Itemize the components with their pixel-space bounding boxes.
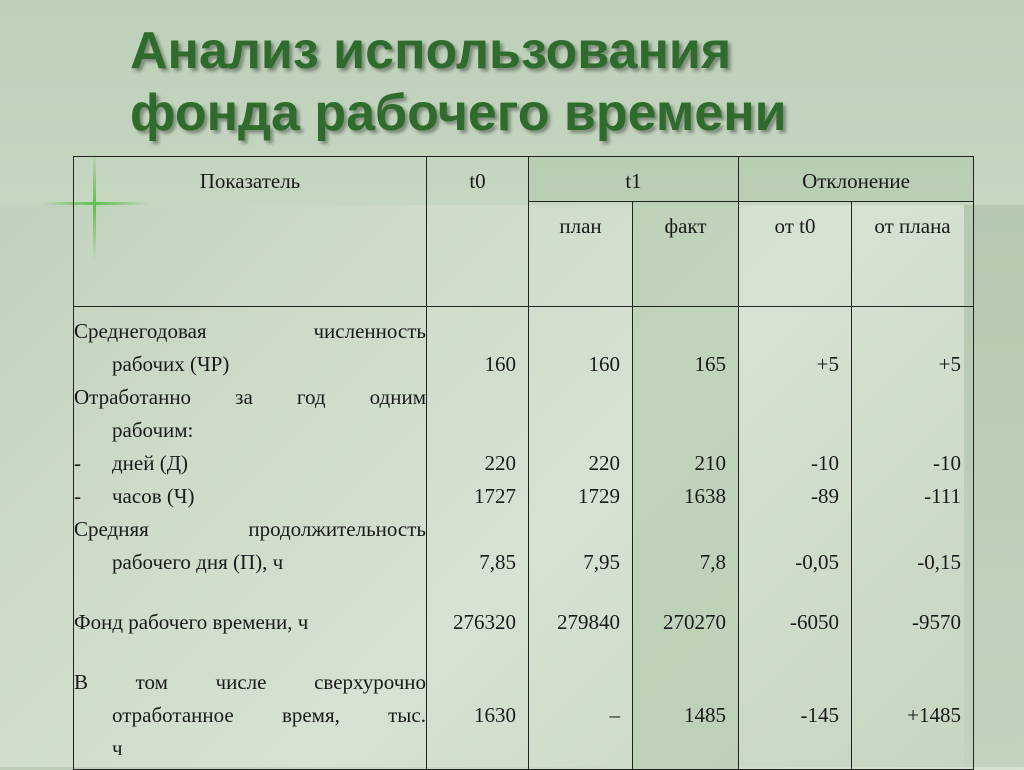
cell-avg-day-fact: 7,8 — [699, 550, 726, 574]
cell-avg-day-plan: 7,95 — [583, 550, 620, 574]
cell-overtime-plan: – — [609, 703, 620, 727]
label-worked-2: рабочим: — [112, 418, 194, 442]
cell-hours-plan: 1729 — [578, 484, 620, 508]
cell-avg-workers-dev-t0: +5 — [816, 352, 839, 376]
column-dev-plan — [852, 307, 974, 770]
spacer — [739, 513, 839, 546]
spacer — [427, 639, 516, 666]
spacer — [852, 513, 961, 546]
column-plan — [529, 307, 633, 770]
cell-avg-day-dev-t0: -0,05 — [795, 550, 839, 574]
work-time-table — [73, 156, 974, 770]
spacer — [427, 666, 516, 699]
label-avg-workers-2: рабочих (ЧР) — [112, 352, 230, 376]
spacer — [633, 315, 726, 348]
spacer — [74, 639, 426, 666]
slide-title — [130, 20, 990, 144]
spacer — [739, 381, 839, 414]
header-plan: план — [529, 202, 633, 307]
list-dash: - — [74, 484, 81, 508]
cell-avg-day-t0: 7,85 — [479, 550, 516, 574]
spacer — [427, 513, 516, 546]
spacer — [852, 666, 961, 699]
header-from-t0: от t0 — [739, 202, 852, 307]
label-worked-1: Отработанно за год одним — [74, 385, 426, 409]
cell-fund-plan: 279840 — [557, 610, 620, 634]
spacer — [852, 639, 961, 666]
cell-fund-fact: 270270 — [663, 610, 726, 634]
spacer — [529, 315, 620, 348]
cell-overtime-dev-t0: -145 — [800, 703, 839, 727]
header-indicator: Показатель — [74, 157, 427, 307]
spacer — [633, 666, 726, 699]
cell-hours-t0: 1727 — [474, 484, 516, 508]
label-days-text: дней (Д) — [112, 451, 189, 475]
cell-days-fact: 210 — [694, 451, 726, 475]
spacer — [74, 579, 426, 606]
label-avg-day-1: Средняя продолжительность — [74, 517, 426, 541]
spacer — [529, 381, 620, 414]
cell-avg-workers-dev-plan: +5 — [938, 352, 962, 376]
cell-days-plan: 220 — [588, 451, 620, 475]
column-fact — [633, 307, 739, 770]
slide-title-line-2: фонда рабочего времени — [130, 84, 787, 142]
label-avg-workers-1: Среднегодовая численность — [74, 319, 426, 343]
slide-title-line-1: Анализ использования — [130, 22, 732, 80]
label-days — [74, 447, 426, 480]
spacer — [427, 579, 516, 606]
spacer — [739, 666, 839, 699]
spacer — [852, 414, 961, 447]
cell-overtime-t0: 1630 — [474, 703, 516, 727]
spacer — [633, 579, 726, 606]
spacer — [427, 381, 516, 414]
header-fact: факт — [633, 202, 739, 307]
column-t0 — [427, 307, 529, 770]
spacer — [529, 513, 620, 546]
spacer — [852, 579, 961, 606]
cell-avg-workers-t0: 160 — [484, 352, 516, 376]
spacer — [529, 414, 620, 447]
spacer — [739, 639, 839, 666]
cell-days-t0: 220 — [484, 451, 516, 475]
spacer — [427, 414, 516, 447]
label-hours — [74, 480, 426, 513]
spacer — [739, 315, 839, 348]
cell-avg-workers-plan: 160 — [588, 352, 620, 376]
cell-hours-dev-plan: -111 — [924, 484, 962, 508]
spacer — [633, 513, 726, 546]
cell-overtime-dev-plan: +1485 — [907, 703, 962, 727]
cell-hours-fact: 1638 — [684, 484, 726, 508]
spacer — [739, 414, 839, 447]
spacer — [427, 315, 516, 348]
label-avg-day-2: рабочего дня (П), ч — [112, 550, 284, 574]
spacer — [633, 414, 726, 447]
cell-days-dev-plan: -10 — [933, 451, 962, 475]
cell-fund-dev-t0: -6050 — [790, 610, 839, 634]
cell-avg-workers-fact: 165 — [694, 352, 726, 376]
header-deviation: Отклонение — [739, 157, 974, 202]
cell-days-dev-t0: -10 — [811, 451, 839, 475]
label-fund: Фонд рабочего времени, ч — [74, 610, 309, 634]
indicator-column — [74, 307, 427, 770]
spacer — [633, 639, 726, 666]
spacer — [529, 579, 620, 606]
spacer — [852, 381, 961, 414]
spacer — [633, 381, 726, 414]
spacer — [529, 639, 620, 666]
column-dev-t0 — [739, 307, 852, 770]
spacer — [739, 579, 839, 606]
header-from-plan: от плана — [852, 202, 974, 307]
cell-overtime-fact: 1485 — [684, 703, 726, 727]
header-t0: t0 — [427, 157, 529, 307]
list-dash: - — [74, 451, 81, 475]
cell-fund-dev-plan: -9570 — [912, 610, 962, 634]
label-overtime-2: отработанное время, тыс. — [112, 703, 426, 727]
cell-fund-t0: 276320 — [453, 610, 516, 634]
cell-hours-dev-t0: -89 — [811, 484, 839, 508]
label-hours-text: часов (Ч) — [112, 484, 195, 508]
label-overtime-3: ч — [112, 736, 123, 760]
header-t1: t1 — [529, 157, 739, 202]
spacer — [852, 315, 961, 348]
cell-avg-day-dev-plan: -0,15 — [917, 550, 962, 574]
label-overtime-1: В том числе сверхурочно — [74, 670, 426, 694]
spacer — [529, 666, 620, 699]
